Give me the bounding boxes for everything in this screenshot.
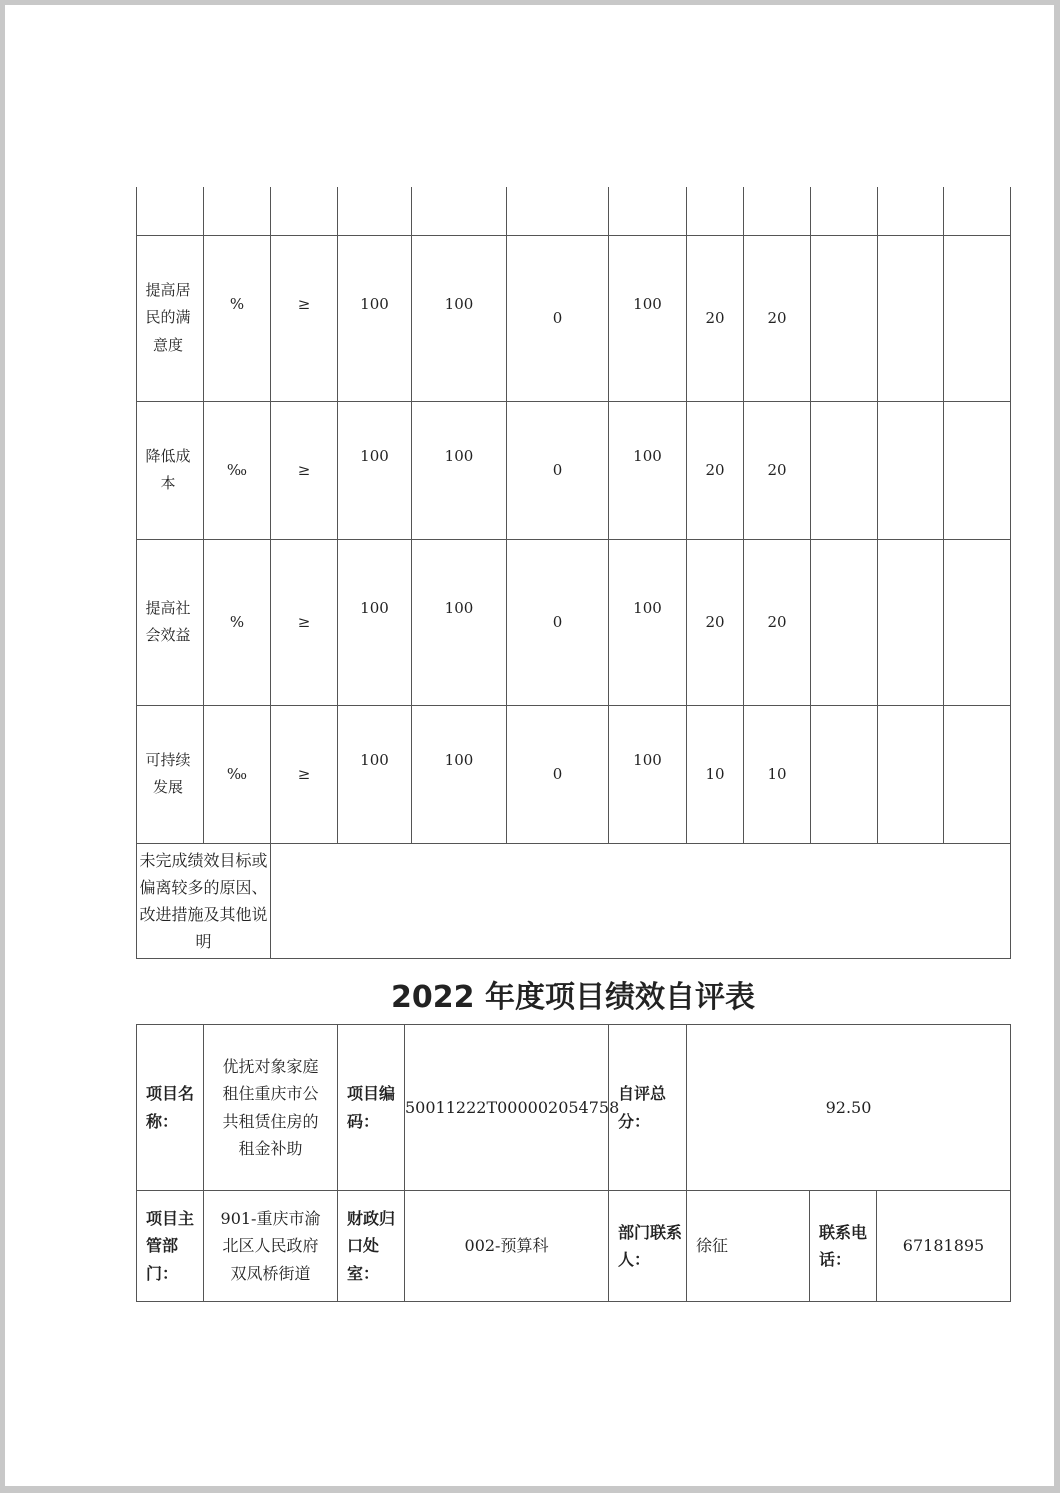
indicator-name: 提高社会效益 <box>137 539 204 705</box>
indicator-name: 可持续发展 <box>137 705 204 843</box>
finance-office-label: 财政归口处室： <box>338 1191 405 1302</box>
empty-cell <box>878 539 944 705</box>
table-row <box>137 1025 1011 1191</box>
indicator-operator: ≥ <box>271 401 338 539</box>
table-row <box>137 843 1011 958</box>
empty-cell <box>878 235 944 401</box>
indicator-target: 100 <box>338 539 412 705</box>
empty-cell <box>944 539 1011 705</box>
table-row <box>137 401 1011 539</box>
empty-cell <box>811 401 878 539</box>
self-score-label: 自评总分： <box>609 1025 687 1191</box>
indicator-weight: 10 <box>687 705 744 843</box>
indicator-operator: ≥ <box>271 705 338 843</box>
phone-label: 联系电话： <box>810 1191 877 1302</box>
indicator-actual <box>412 187 507 235</box>
table-row <box>137 1191 1011 1302</box>
indicator-deviation: 0 <box>507 539 609 705</box>
project-info-table <box>136 1024 1011 1302</box>
table-row <box>137 705 1011 843</box>
indicator-weight: 20 <box>687 401 744 539</box>
indicator-target: 100 <box>338 235 412 401</box>
indicator-name <box>137 187 204 235</box>
empty-cell <box>811 705 878 843</box>
project-code-value: 50011222T000002054758 <box>405 1025 609 1191</box>
project-name-label: 项目名称： <box>137 1025 204 1191</box>
indicator-completion <box>609 187 687 235</box>
indicator-completion: 100 <box>609 705 687 843</box>
project-name-value: 优抚对象家庭租住重庆市公共租赁住房的租金补助 <box>204 1025 338 1191</box>
indicator-weight <box>687 187 744 235</box>
form-title: 2022 年度项目绩效自评表 <box>391 980 755 1015</box>
indicator-operator <box>271 187 338 235</box>
indicator-completion: 100 <box>609 235 687 401</box>
indicator-name: 降低成本 <box>137 401 204 539</box>
indicator-unit: ‰ <box>204 401 271 539</box>
indicator-completion: 100 <box>609 401 687 539</box>
indicator-score: 20 <box>744 401 811 539</box>
empty-cell <box>878 705 944 843</box>
empty-cell <box>944 235 1011 401</box>
note-value <box>271 843 1011 958</box>
self-score-value: 92.50 <box>687 1025 1011 1191</box>
indicator-deviation <box>507 187 609 235</box>
empty-cell <box>944 187 1011 235</box>
indicator-unit: ‰ <box>204 705 271 843</box>
dept-value: 901-重庆市渝北区人民政府双凤桥街道 <box>204 1191 338 1302</box>
phone-value: 67181895 <box>877 1191 1011 1302</box>
note-label: 未完成绩效目标或偏离较多的原因、改进措施及其他说明 <box>137 843 271 958</box>
indicator-unit: % <box>204 235 271 401</box>
finance-office-value: 002-预算科 <box>405 1191 609 1302</box>
indicator-actual: 100 <box>412 705 507 843</box>
empty-cell <box>878 401 944 539</box>
indicator-target: 100 <box>338 401 412 539</box>
contact-label: 部门联系人： <box>609 1191 687 1302</box>
project-code-label: 项目编码： <box>338 1025 405 1191</box>
performance-indicator-table <box>136 187 1011 959</box>
table-row <box>137 187 1011 235</box>
indicator-unit <box>204 187 271 235</box>
indicator-actual: 100 <box>412 539 507 705</box>
indicator-deviation: 0 <box>507 401 609 539</box>
indicator-completion: 100 <box>609 539 687 705</box>
indicator-score: 20 <box>744 235 811 401</box>
indicator-unit: % <box>204 539 271 705</box>
indicator-target <box>338 187 412 235</box>
indicator-actual: 100 <box>412 235 507 401</box>
indicator-actual: 100 <box>412 401 507 539</box>
empty-cell <box>811 235 878 401</box>
indicator-name: 提高居民的满意度 <box>137 235 204 401</box>
indicator-weight: 20 <box>687 539 744 705</box>
contact-value: 徐征 <box>687 1191 810 1302</box>
empty-cell <box>811 187 878 235</box>
indicator-score: 20 <box>744 539 811 705</box>
empty-cell <box>811 539 878 705</box>
empty-cell <box>878 187 944 235</box>
indicator-deviation: 0 <box>507 235 609 401</box>
indicator-score: 10 <box>744 705 811 843</box>
indicator-target: 100 <box>338 705 412 843</box>
indicator-operator: ≥ <box>271 539 338 705</box>
empty-cell <box>944 705 1011 843</box>
table-row <box>137 539 1011 705</box>
dept-label: 项目主管部门： <box>137 1191 204 1302</box>
indicator-deviation: 0 <box>507 705 609 843</box>
indicator-weight: 20 <box>687 235 744 401</box>
empty-cell <box>944 401 1011 539</box>
indicator-operator: ≥ <box>271 235 338 401</box>
table-row <box>137 235 1011 401</box>
indicator-score <box>744 187 811 235</box>
